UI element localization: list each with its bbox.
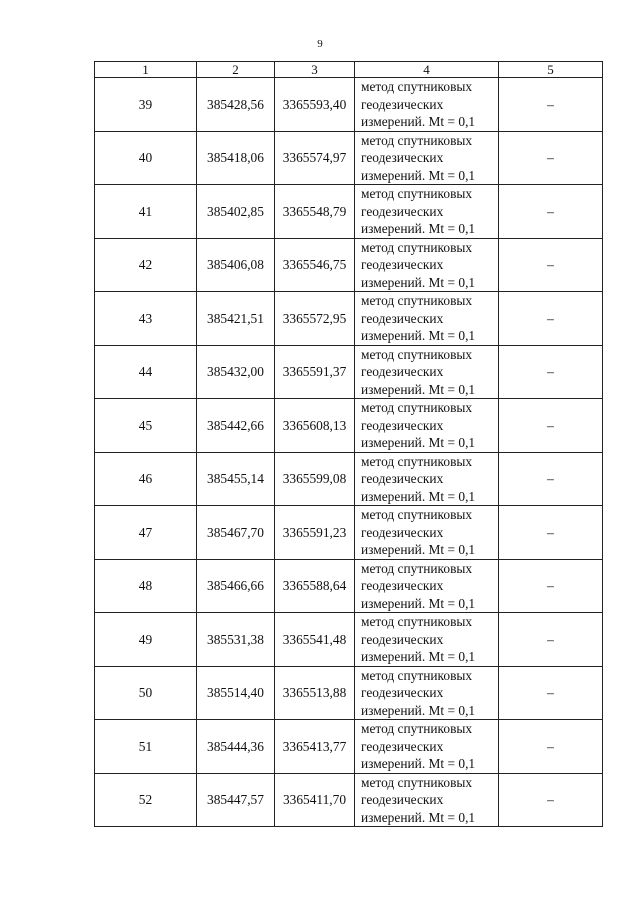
coordinate-x-cell: 385531,38 [197, 613, 275, 667]
point-number-cell: 46 [95, 452, 197, 506]
method-line: метод спутниковых [361, 721, 473, 736]
table-row [95, 773, 603, 827]
method-cell [355, 292, 499, 346]
method-cell [355, 506, 499, 560]
method-line: измерений. Mt = 0,1 [361, 702, 476, 718]
method-line: геодезических [361, 203, 444, 219]
column-5-cell: – [499, 345, 603, 399]
point-number-cell: 42 [95, 238, 197, 292]
method-line: измерений. Mt = 0,1 [361, 595, 476, 611]
table-row [95, 131, 603, 185]
method-cell [355, 720, 499, 774]
coordinate-y-cell: 3365608,13 [275, 399, 355, 453]
method-cell [355, 345, 499, 399]
method-line: геодезических [361, 631, 444, 647]
point-number-cell: 47 [95, 506, 197, 560]
method-line: метод спутниковых [361, 560, 473, 576]
coordinate-x-cell: 385466,66 [197, 559, 275, 613]
method-line: метод спутниковых [361, 453, 473, 469]
method-cell [355, 185, 499, 239]
method-line: геодезических [361, 685, 444, 700]
table-row [95, 78, 603, 132]
method-line: метод спутниковых [361, 614, 473, 629]
method-line: геодезических [361, 150, 444, 165]
table-body [95, 78, 603, 827]
method-line: геодезических [361, 792, 444, 807]
coordinate-x-cell: 385432,00 [197, 345, 275, 399]
table-row [95, 720, 603, 774]
method-line: геодезических [361, 738, 444, 754]
method-line: геодезических [361, 417, 444, 433]
coordinate-x-cell: 385442,66 [197, 399, 275, 453]
header-col-4: 4 [355, 62, 499, 78]
point-number-cell: 45 [95, 399, 197, 453]
column-5-cell: – [499, 131, 603, 185]
page-number: 9 [317, 38, 323, 50]
column-5-cell: – [499, 559, 603, 613]
method-line: геодезических [361, 364, 444, 379]
column-5-cell: – [499, 613, 603, 667]
method-cell [355, 666, 499, 720]
coordinate-x-cell: 385447,57 [197, 773, 275, 827]
method-line: геодезических [361, 310, 444, 326]
method-line: измерений. Mt = 0,1 [361, 488, 476, 504]
method-line: геодезических [361, 578, 444, 593]
coordinate-y-cell: 3365548,79 [275, 185, 355, 239]
method-cell [355, 559, 499, 613]
method-line: измерений. Mt = 0,1 [361, 221, 476, 236]
coordinate-x-cell: 385406,08 [197, 238, 275, 292]
method-line: геодезических [361, 471, 444, 486]
coordinate-y-cell: 3365588,64 [275, 559, 355, 613]
coordinate-y-cell: 3365541,48 [275, 613, 355, 667]
header-col-5: 5 [499, 62, 603, 78]
point-number-cell: 50 [95, 666, 197, 720]
method-line: геодезических [361, 524, 444, 540]
column-5-cell: – [499, 720, 603, 774]
column-5-cell: – [499, 452, 603, 506]
table-row [95, 185, 603, 239]
point-number-cell: 48 [95, 559, 197, 613]
method-line: измерений. Mt = 0,1 [361, 542, 476, 557]
point-number-cell: 51 [95, 720, 197, 774]
table-row [95, 666, 603, 720]
point-number-cell: 41 [95, 185, 197, 239]
method-line: измерений. Mt = 0,1 [361, 809, 476, 825]
method-line: измерений. Mt = 0,1 [361, 114, 476, 129]
method-line: метод спутниковых [361, 507, 473, 522]
coordinate-y-cell: 3365411,70 [275, 773, 355, 827]
column-5-cell: – [499, 292, 603, 346]
coordinate-x-cell: 385418,06 [197, 131, 275, 185]
method-cell [355, 238, 499, 292]
table-row [95, 292, 603, 346]
method-line: измерений. Mt = 0,1 [361, 435, 476, 450]
column-5-cell: – [499, 666, 603, 720]
coordinate-x-cell: 385444,36 [197, 720, 275, 774]
method-cell [355, 773, 499, 827]
method-line: измерений. Mt = 0,1 [361, 381, 476, 397]
method-line: метод спутниковых [361, 132, 473, 148]
method-cell [355, 399, 499, 453]
coordinate-y-cell: 3365546,75 [275, 238, 355, 292]
method-line: метод спутниковых [361, 239, 473, 255]
header-col-1: 1 [95, 62, 197, 78]
method-line: метод спутниковых [361, 293, 473, 308]
coordinate-y-cell: 3365599,08 [275, 452, 355, 506]
column-5-cell: – [499, 773, 603, 827]
column-5-cell: – [499, 185, 603, 239]
header-col-2: 2 [197, 62, 275, 78]
coordinate-y-cell: 3365591,23 [275, 506, 355, 560]
table-row [95, 238, 603, 292]
point-number-cell: 49 [95, 613, 197, 667]
method-line: метод спутниковых [361, 79, 473, 94]
method-line: измерений. Mt = 0,1 [361, 756, 476, 771]
coordinate-y-cell: 3365572,95 [275, 292, 355, 346]
method-line: метод спутниковых [361, 400, 473, 415]
table-row [95, 345, 603, 399]
coordinate-y-cell: 3365413,77 [275, 720, 355, 774]
table-row [95, 452, 603, 506]
method-line: измерений. Mt = 0,1 [361, 167, 476, 183]
point-number-cell: 52 [95, 773, 197, 827]
method-line: метод спутниковых [361, 774, 473, 790]
point-number-cell: 44 [95, 345, 197, 399]
table-row [95, 559, 603, 613]
coordinates-table [94, 61, 603, 827]
coordinate-x-cell: 385455,14 [197, 452, 275, 506]
point-number-cell: 39 [95, 78, 197, 132]
coordinate-y-cell: 3365513,88 [275, 666, 355, 720]
header-row [95, 62, 603, 78]
coordinate-x-cell: 385421,51 [197, 292, 275, 346]
method-line: измерений. Mt = 0,1 [361, 328, 476, 343]
method-line: метод спутниковых [361, 346, 473, 362]
coordinate-x-cell: 385402,85 [197, 185, 275, 239]
table-row [95, 506, 603, 560]
table-row [95, 399, 603, 453]
coordinate-x-cell: 385467,70 [197, 506, 275, 560]
method-cell [355, 452, 499, 506]
coordinate-y-cell: 3365574,97 [275, 131, 355, 185]
method-line: геодезических [361, 257, 444, 272]
method-line: метод спутниковых [361, 186, 473, 201]
method-line: метод спутниковых [361, 667, 473, 683]
method-cell [355, 131, 499, 185]
table-header [95, 62, 603, 78]
coordinate-x-cell: 385514,40 [197, 666, 275, 720]
method-cell [355, 613, 499, 667]
coordinate-y-cell: 3365593,40 [275, 78, 355, 132]
column-5-cell: – [499, 238, 603, 292]
point-number-cell: 40 [95, 131, 197, 185]
coordinate-y-cell: 3365591,37 [275, 345, 355, 399]
method-line: измерений. Mt = 0,1 [361, 274, 476, 290]
column-5-cell: – [499, 78, 603, 132]
method-line: измерений. Mt = 0,1 [361, 649, 476, 664]
header-col-3: 3 [275, 62, 355, 78]
column-5-cell: – [499, 399, 603, 453]
method-line: геодезических [361, 96, 444, 112]
column-5-cell: – [499, 506, 603, 560]
table-row [95, 613, 603, 667]
coordinate-x-cell: 385428,56 [197, 78, 275, 132]
point-number-cell: 43 [95, 292, 197, 346]
method-cell [355, 78, 499, 132]
